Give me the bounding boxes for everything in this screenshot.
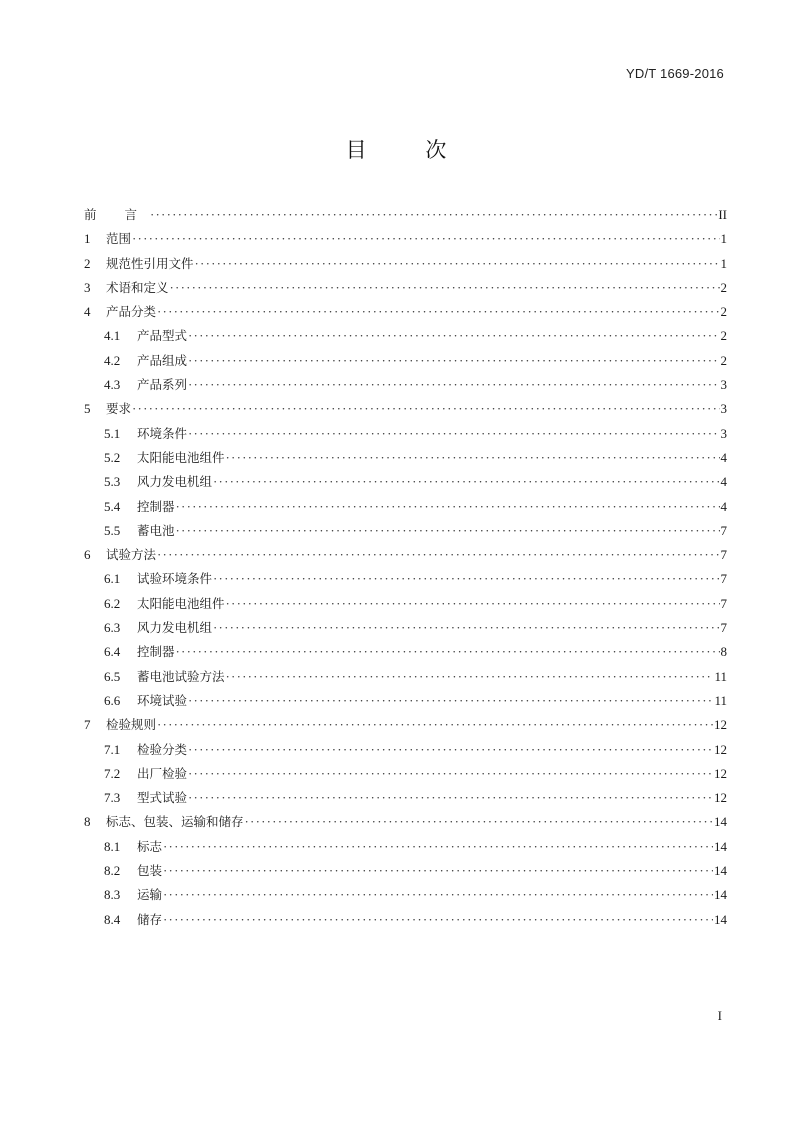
- toc-entry-page: 1: [720, 231, 727, 247]
- toc-entry-label: 产品组成: [137, 352, 188, 368]
- toc-entry-label: 规范性引用文件: [106, 255, 194, 271]
- toc-entry-number: 7: [84, 717, 91, 733]
- toc-dot-leader: [213, 470, 719, 494]
- toc-entry[interactable]: [84, 276, 727, 300]
- toc-dot-leader: [157, 713, 713, 737]
- toc-entry-number: 4.1: [104, 328, 121, 344]
- toc-entry-label: 型式试验: [137, 790, 188, 806]
- toc-dot-leader: [226, 446, 720, 470]
- toc-entry[interactable]: [84, 252, 727, 276]
- toc-dot-leader: [188, 786, 713, 810]
- toc-entry-label: 风力发电机组: [137, 620, 213, 636]
- toc-dot-leader: [226, 665, 714, 689]
- toc-entry-page: 14: [714, 838, 727, 854]
- toc-entry-number: 4: [84, 304, 91, 320]
- toc-entry-number: 4.2: [104, 352, 121, 368]
- toc-entry-number: 5.4: [104, 498, 121, 514]
- toc-entry-number: 6.2: [104, 595, 121, 611]
- toc-entry[interactable]: [84, 422, 727, 446]
- toc-entry-number: 6.1: [104, 571, 121, 587]
- toc-entry-number: 8.4: [104, 911, 121, 927]
- toc-dot-leader: [163, 859, 713, 883]
- toc-entry-label: 范围: [106, 231, 132, 247]
- toc-entry-label: 检验分类: [137, 741, 188, 757]
- toc-entry-page: 11: [714, 668, 727, 684]
- toc-entry-label: 蓄电池试验方法: [137, 668, 225, 684]
- toc-entry-number: 2: [84, 255, 91, 271]
- toc-dot-leader: [157, 543, 719, 567]
- toc-entry[interactable]: [84, 543, 727, 567]
- toc-entry-label: 产品系列: [137, 377, 188, 393]
- toc-entry-label: 试验方法: [106, 547, 157, 563]
- toc-entry-label: 产品分类: [106, 304, 157, 320]
- toc-entry[interactable]: [84, 470, 727, 494]
- toc-dot-leader: [163, 908, 713, 932]
- toc-entry-page: 12: [714, 790, 727, 806]
- toc-entry-number: 5: [84, 401, 91, 417]
- toc-entry-number: 3: [84, 279, 91, 295]
- toc-entry-page: 2: [720, 328, 727, 344]
- toc-entry[interactable]: [84, 446, 727, 470]
- toc-entry-page: 1: [720, 255, 727, 271]
- toc-entry-number: 1: [84, 231, 91, 247]
- toc-entry[interactable]: [84, 203, 727, 227]
- toc-entry[interactable]: [84, 324, 727, 348]
- toc-entry-label: 术语和定义: [106, 279, 169, 295]
- toc-entry[interactable]: [84, 567, 727, 591]
- toc-entry-page: 14: [714, 863, 727, 879]
- toc-entry[interactable]: [84, 300, 727, 324]
- toc-entry-label: 储存: [137, 911, 163, 927]
- toc-entry[interactable]: [84, 762, 727, 786]
- toc-entry-page: 12: [714, 717, 727, 733]
- toc-entry-number: 6.3: [104, 620, 121, 636]
- toc-entry-label: 试验环境条件: [137, 571, 213, 587]
- toc-entry[interactable]: [84, 689, 727, 713]
- toc-dot-leader: [188, 689, 713, 713]
- toc-entry-number: 8.2: [104, 863, 121, 879]
- toc-entry[interactable]: [84, 738, 727, 762]
- toc-entry-page: 7: [720, 522, 727, 538]
- toc-entry-page: 14: [714, 814, 727, 830]
- toc-entry-page: 3: [720, 377, 727, 393]
- toc-entry-label: 标志、包装、运输和储存: [106, 814, 244, 830]
- toc-entry-page: 3: [720, 425, 727, 441]
- toc-dot-leader: [132, 227, 719, 251]
- toc-entry-label: 环境试验: [137, 692, 188, 708]
- toc-entry-number: 6.5: [104, 668, 121, 684]
- toc-entry-number: 5.5: [104, 522, 121, 538]
- toc-dot-leader: [188, 762, 713, 786]
- toc-entry-label: 标志: [137, 838, 163, 854]
- toc-entry-number: 8.3: [104, 887, 121, 903]
- toc-entry[interactable]: [84, 883, 727, 907]
- toc-entry-page: 14: [714, 887, 727, 903]
- toc-entry-number: 4.3: [104, 377, 121, 393]
- toc-dot-leader: [163, 883, 713, 907]
- toc-entry-number: 6.6: [104, 692, 121, 708]
- toc-dot-leader: [176, 495, 720, 519]
- toc-entry-page: II: [718, 207, 727, 222]
- toc-dot-leader: [157, 300, 719, 324]
- toc-entry-page: 11: [714, 692, 727, 708]
- toc-entry[interactable]: [84, 397, 727, 421]
- toc-entry-page: 8: [720, 644, 727, 660]
- toc-dot-leader: [213, 567, 719, 591]
- toc-dot-leader: [170, 276, 720, 300]
- toc-entry-page: 4: [720, 474, 727, 490]
- toc-dot-leader: [226, 592, 720, 616]
- toc-entry-page: 4: [720, 449, 727, 465]
- toc-entry-page: 2: [720, 304, 727, 320]
- toc-entry[interactable]: [84, 349, 727, 373]
- toc-entry-page: 3: [720, 401, 727, 417]
- toc-entry-label: 前 言: [84, 207, 149, 222]
- toc-entry-label: 风力发电机组: [137, 474, 213, 490]
- toc-dot-leader: [176, 640, 720, 664]
- toc-entry-number: 5.1: [104, 425, 121, 441]
- toc-entry[interactable]: [84, 713, 727, 737]
- toc-entry-number: 6: [84, 547, 91, 563]
- toc-entry[interactable]: [84, 835, 727, 859]
- toc-entry-label: 要求: [106, 401, 132, 417]
- toc-dot-leader: [195, 252, 720, 276]
- toc-entry[interactable]: [84, 859, 727, 883]
- toc-entry-number: 8: [84, 814, 91, 830]
- toc-entry[interactable]: [84, 640, 727, 664]
- toc-dot-leader: [132, 397, 719, 421]
- toc-entry-label: 检验规则: [106, 717, 157, 733]
- toc-entry-page: 7: [720, 595, 727, 611]
- toc-dot-leader: [245, 810, 713, 834]
- toc-entry-label: 蓄电池: [137, 522, 175, 538]
- toc-dot-leader: [188, 738, 713, 762]
- toc-entry-page: 12: [714, 765, 727, 781]
- toc-entry[interactable]: [84, 495, 727, 519]
- toc-entry-number: 5.2: [104, 449, 121, 465]
- toc-entry-label: 太阳能电池组件: [137, 449, 225, 465]
- toc-entry-label: 控制器: [137, 498, 175, 514]
- toc-entry-page: 12: [714, 741, 727, 757]
- toc-entry-number: 7.3: [104, 790, 121, 806]
- toc-entry-number: 5.3: [104, 474, 121, 490]
- toc-entry-number: 6.4: [104, 644, 121, 660]
- toc-entry-page: 2: [720, 279, 727, 295]
- toc-dot-leader: [176, 519, 720, 543]
- toc-entry[interactable]: [84, 616, 727, 640]
- toc-entry-number: 8.1: [104, 838, 121, 854]
- page-number: I: [717, 1008, 722, 1023]
- toc-entry-label: 产品型式: [137, 328, 188, 344]
- toc-entry[interactable]: [84, 665, 727, 689]
- toc-entry[interactable]: [84, 227, 727, 251]
- toc-dot-leader: [188, 373, 719, 397]
- toc-entry[interactable]: [84, 810, 727, 834]
- toc-entry-label: 太阳能电池组件: [137, 595, 225, 611]
- toc-entry[interactable]: [84, 592, 727, 616]
- toc-entry-label: 控制器: [137, 644, 175, 660]
- toc-entry-page: 2: [720, 352, 727, 368]
- toc-entry-page: 7: [720, 620, 727, 636]
- toc-dot-leader: [188, 422, 719, 446]
- document-code: YD/T 1669-2016: [626, 66, 724, 81]
- toc-entry[interactable]: [84, 786, 727, 810]
- toc-entry-page: 4: [720, 498, 727, 514]
- toc-entry-label: 运输: [137, 887, 163, 903]
- table-of-contents: [84, 203, 727, 932]
- toc-dot-leader: [163, 835, 713, 859]
- page-title: 目 次: [345, 138, 473, 162]
- toc-entry[interactable]: [84, 373, 727, 397]
- toc-dot-leader: [150, 203, 717, 227]
- toc-entry-number: 7.1: [104, 741, 121, 757]
- toc-dot-leader: [188, 324, 719, 348]
- toc-entry-page: 14: [714, 911, 727, 927]
- toc-entry-label: 环境条件: [137, 425, 188, 441]
- toc-entry[interactable]: [84, 908, 727, 932]
- toc-entry-label: 出厂检验: [137, 765, 188, 781]
- toc-dot-leader: [213, 616, 719, 640]
- toc-entry-number: 7.2: [104, 765, 121, 781]
- toc-entry[interactable]: [84, 519, 727, 543]
- toc-dot-leader: [188, 349, 719, 373]
- toc-entry-page: 7: [720, 571, 727, 587]
- toc-entry-label: 包装: [137, 863, 163, 879]
- toc-entry-page: 7: [720, 547, 727, 563]
